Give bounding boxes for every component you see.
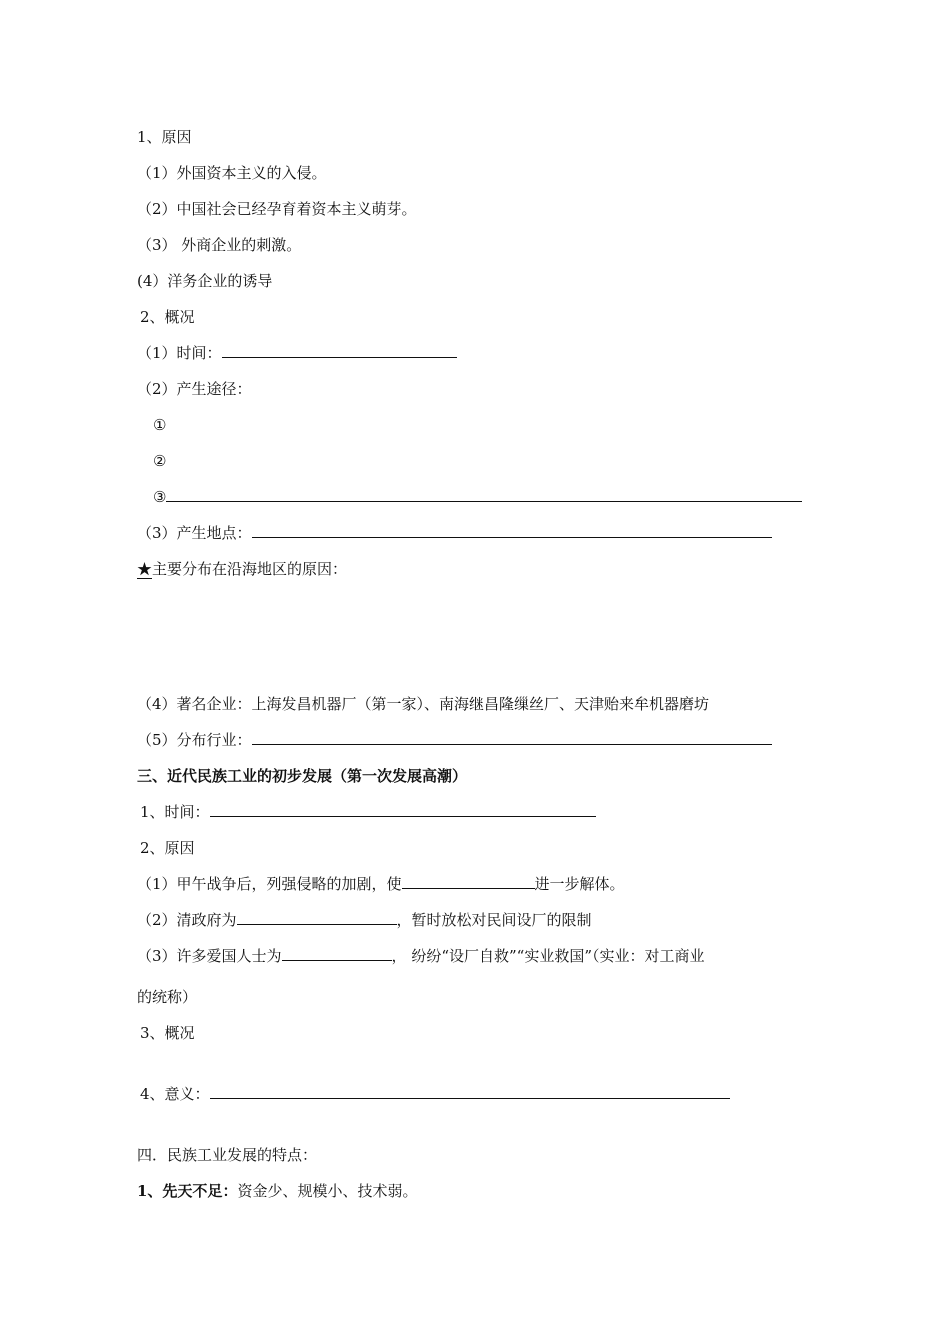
s3-reason-title: 2、原因 [140, 839, 195, 857]
path-item-1: ① [153, 416, 167, 434]
origin-path-label: （2）产生途径： [137, 380, 252, 398]
s3-reason-2-tail: ，暂时放松对民间设厂的限制 [396, 911, 592, 929]
overview-time-row [137, 343, 457, 363]
s3-reason-2-text: （2）清政府为 [137, 911, 237, 929]
coastal-reason-label: 主要分布在沿海地区的原因： [152, 560, 348, 578]
s3-reason-2-blank[interactable] [237, 910, 397, 925]
star-icon: ★ [137, 560, 153, 578]
s3-reason-3-row [137, 946, 705, 966]
overview-time-blank[interactable] [222, 343, 457, 358]
s3-reason-1-text: （1）甲午战争后，列强侵略的加剧，使 [137, 875, 402, 893]
s3-time-blank[interactable] [210, 802, 596, 817]
s3-meaning-label: 4、意义： [140, 1085, 210, 1103]
reason-1: （1）外国资本主义的入侵。 [137, 164, 327, 182]
path-item-3: ③ [153, 488, 167, 506]
feature-1-row [137, 1181, 417, 1201]
origin-place-label: （3）产生地点： [137, 524, 252, 542]
s3-meaning-row [140, 1084, 730, 1104]
s3-meaning-blank[interactable] [210, 1084, 730, 1099]
path-item-3-blank[interactable] [166, 487, 802, 502]
s3-reason-3-blank[interactable] [282, 946, 392, 961]
famous-enterprises: （4）著名企业：上海发昌机器厂（第一家）、南海继昌隆缫丝厂、天津贻来牟机器磨坊 [137, 695, 710, 713]
reason-2: （2）中国社会已经孕育着资本主义萌芽。 [137, 200, 417, 218]
path-item-2: ② [153, 452, 167, 470]
s3-overview-title: 3、概况 [140, 1024, 195, 1042]
s3-reason-1-tail: 进一步解体。 [534, 875, 625, 893]
s3-reason-3-continued: 的统称） [137, 988, 198, 1006]
feature-1-text: 资金少、规模小、技术弱。 [237, 1182, 418, 1200]
s3-reason-1-blank[interactable] [402, 874, 535, 889]
s3-reason-3-tail: ， 纷纷“设厂自救”“实业救国”（实业：对工商业 [391, 947, 705, 965]
section-1-title: 1、原因 [137, 128, 192, 146]
section-2-title: 2、概况 [140, 308, 195, 326]
reason-4: (4）洋务企业的诱导 [137, 272, 273, 290]
s3-reason-1-row [137, 874, 625, 894]
section-4-heading: 四．民族工业发展的特点： [137, 1146, 318, 1164]
overview-time-label: （1）时间： [137, 344, 222, 362]
industry-blank[interactable] [252, 730, 772, 745]
origin-place-row [137, 523, 772, 543]
path-item-3-row [153, 487, 802, 507]
feature-1-label: 1、先天不足： [137, 1182, 238, 1200]
s3-reason-3-text: （3）许多爱国人士为 [137, 947, 282, 965]
origin-place-blank[interactable] [252, 523, 772, 538]
industry-row [137, 730, 772, 750]
coastal-reason-row [137, 559, 347, 579]
s3-reason-2-row [137, 910, 592, 930]
s3-time-row [140, 802, 596, 822]
s3-time-label: 1、时间： [140, 803, 210, 821]
section-3-heading: 三、近代民族工业的初步发展（第一次发展高潮） [137, 767, 468, 785]
industry-label: （5）分布行业： [137, 731, 252, 749]
reason-3: （3） 外商企业的刺激。 [137, 236, 302, 254]
